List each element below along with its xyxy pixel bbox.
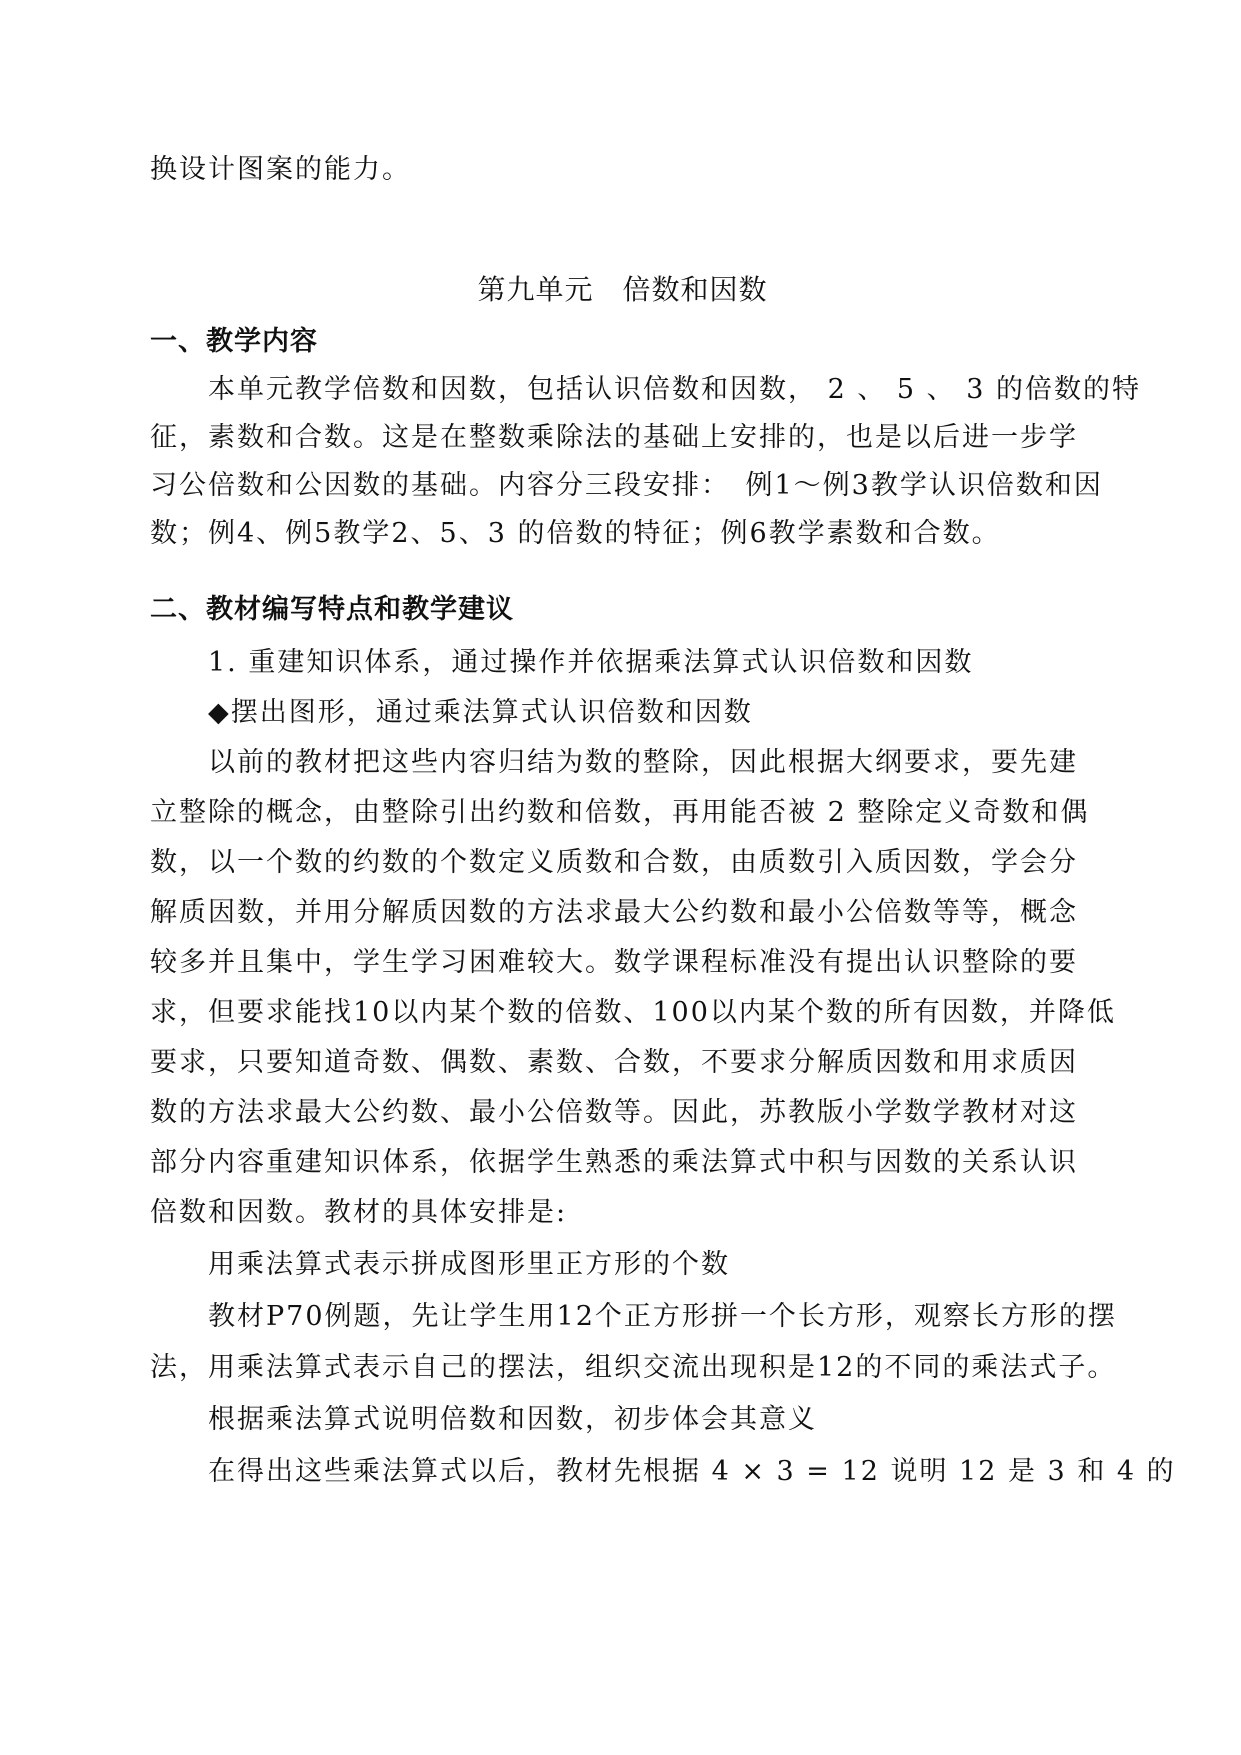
paragraph-line: 在得出这些乘法算式以后，教材先根据 4 × 3 = 12 说明 12 是 3 和 4 的 [208, 1456, 1176, 1487]
paragraph-line: 习公倍数和公因数的基础。内容分三段安排： 例1～例3教学认识倍数和因 [150, 470, 1103, 501]
paragraph-line: 法，用乘法算式表示自己的摆法，组织交流出现积是12的不同的乘法式子。 [150, 1352, 1117, 1383]
paragraph-line: 立整除的概念，由整除引出约数和倍数，再用能否被 2 整除定义奇数和偶 [150, 797, 1090, 828]
paragraph-line: 换设计图案的能力。 [150, 154, 411, 185]
paragraph-line: 解质因数，并用分解质因数的方法求最大公约数和最小公倍数等等，概念 [150, 897, 1078, 928]
paragraph-line: 较多并且集中，学生学习困难较大。数学课程标准没有提出认识整除的要 [150, 947, 1078, 978]
section-heading: 二、教材编写特点和教学建议 [150, 594, 514, 625]
paragraph-line: 数；例4、例5教学2、5、3 的倍数的特征；例6教学素数和合数。 [150, 518, 1001, 549]
section-heading: 一、教学内容 [150, 326, 318, 357]
paragraph-line: 根据乘法算式说明倍数和因数，初步体会其意义 [208, 1404, 817, 1435]
paragraph-line: 征，素数和合数。这是在整数乘除法的基础上安排的，也是以后进一步学 [150, 422, 1078, 453]
paragraph-line: 以前的教材把这些内容归结为数的整除，因此根据大纲要求，要先建 [208, 747, 1078, 778]
paragraph-line: 倍数和因数。教材的具体安排是: [150, 1197, 568, 1228]
bullet-heading: ◆摆出图形，通过乘法算式认识倍数和因数 [208, 697, 753, 728]
subsection-heading: 1. 重建知识体系，通过操作并依据乘法算式认识倍数和因数 [208, 647, 974, 678]
paragraph-line: 本单元教学倍数和因数，包括认识倍数和因数， 2 、 5 、 3 的倍数的特 [208, 374, 1142, 405]
unit-title: 第九单元 倍数和因数 [477, 273, 768, 306]
paragraph-line: 部分内容重建知识体系，依据学生熟悉的乘法算式中积与因数的关系认识 [150, 1147, 1078, 1178]
paragraph-line: 用乘法算式表示拼成图形里正方形的个数 [208, 1249, 730, 1280]
document-page [150, 0, 1176, 1755]
paragraph-line: 数的方法求最大公约数、最小公倍数等。因此，苏教版小学数学教材对这 [150, 1097, 1078, 1128]
paragraph-line: 数，以一个数的约数的个数定义质数和合数，由质数引入质因数，学会分 [150, 847, 1078, 878]
paragraph-line: 求，但要求能找10以内某个数的倍数、100以内某个数的所有因数，并降低 [150, 997, 1116, 1028]
paragraph-line: 教材P70例题，先让学生用12个正方形拼一个长方形，观察长方形的摆 [208, 1301, 1117, 1332]
paragraph-line: 要求，只要知道奇数、偶数、素数、合数，不要求分解质因数和用求质因 [150, 1047, 1078, 1078]
